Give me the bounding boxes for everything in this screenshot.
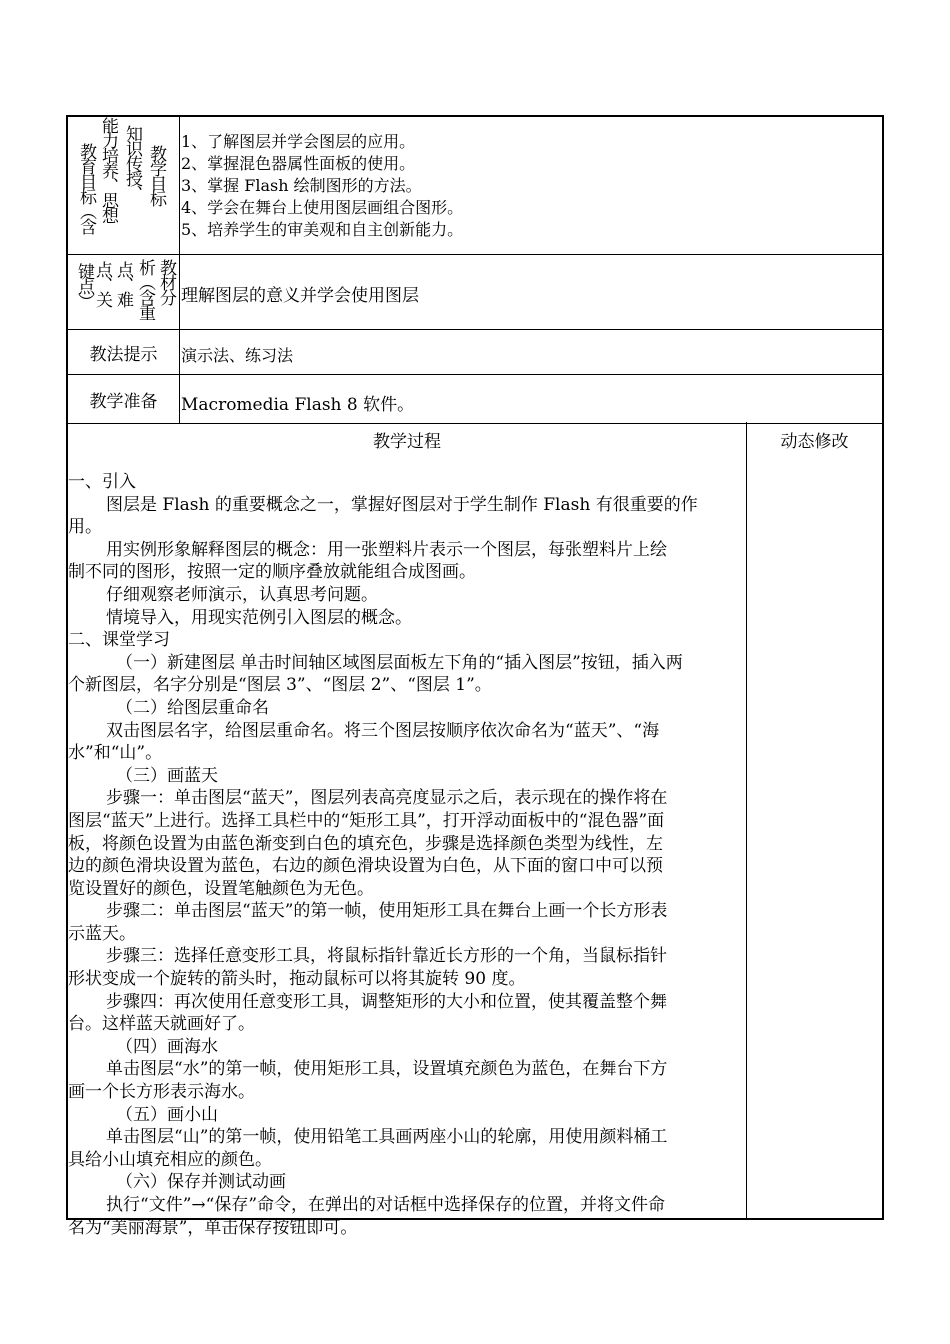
process-line: 用实例形象解释图层的概念：用一张塑料片表示一个图层，每张塑料片上绘 <box>106 539 667 560</box>
prep-label: 教学准备 <box>68 375 180 423</box>
process-line: 步骤二：单击图层“蓝天”的第一帧，使用矩形工具在舞台上画一个长方形表 <box>106 901 668 922</box>
process-line: 用。 <box>68 517 102 538</box>
lesson-plan-table <box>66 115 884 1238</box>
prep-content <box>181 375 882 423</box>
analysis-content <box>181 255 882 329</box>
process-line: （五）画小山 <box>116 1104 218 1125</box>
process-line: （六）保存并测试动画 <box>116 1172 286 1193</box>
process-line: 步骤一：单击图层“蓝天”，图层列表高亮度显示之后，表示现在的操作将在 <box>106 788 668 809</box>
process-line: 执行“文件”→“保存”命令，在弹出的对话框中选择保存的位置，并将文件命 <box>106 1195 666 1215</box>
goal-item: 5、培养学生的审美观和自主创新能力。 <box>181 220 464 239</box>
analysis-text: 理解图层的意义并学会使用图层 <box>181 286 419 306</box>
analysis-label-col-3: 点、难 <box>113 261 133 306</box>
goals-label <box>68 117 180 254</box>
analysis-label-col-2: 点、关 <box>92 261 112 306</box>
goal-item: 3、掌握 Flash 绘制图形的方法。 <box>181 176 422 195</box>
dynamic-edit-title: 动态修改 <box>780 432 849 452</box>
process-line: 情境导入，用现实范例引入图层的概念。 <box>106 607 412 628</box>
process-line: （三）画蓝天 <box>116 765 218 786</box>
process-body <box>68 471 744 1239</box>
process-line: 画一个长方形表示海水。 <box>68 1082 255 1103</box>
goal-item: 1、了解图层并学会图层的应用。 <box>181 132 416 151</box>
process-line: 图层是 Flash 的重要概念之一，掌握好图层对于学生制作 Flash 有很重要的作 <box>106 494 698 515</box>
process-line: （二）给图层重命名 <box>116 697 269 718</box>
process-line: 图层“蓝天”上进行。选择工具栏中的“矩形工具”，打开浮动面板中的“混色器”面 <box>68 810 665 831</box>
process-line: 名为“美丽海景”，单击保存按钮即可。 <box>68 1217 358 1238</box>
goal-item: 4、学会在舞台上使用图层画组合图形。 <box>181 198 464 217</box>
analysis-label <box>68 255 180 329</box>
analysis-label-col-1: 键点） <box>74 263 94 308</box>
analysis-row <box>68 255 882 330</box>
process-line: 单击图层“水”的第一帧，使用矩形工具，设置填充颜色为蓝色，在舞台下方 <box>106 1059 668 1080</box>
process-line: 板，将颜色设置为由蓝色渐变到白色的填充色，步骤是选择颜色类型为线性，左 <box>68 833 663 854</box>
method-content <box>181 330 882 374</box>
process-line: 二、课堂学习 <box>68 630 170 651</box>
prep-text: Macromedia Flash 8 软件。 <box>181 395 415 415</box>
goals-label-col-4: 教学目标 <box>146 145 166 205</box>
process-line: （一）新建图层 单击时间轴区域图层面板左下角的“插入图层”按钮，插入两 <box>116 652 683 673</box>
prep-row <box>68 375 882 424</box>
goals-row <box>68 117 882 255</box>
process-line: 边的颜色滑块设置为蓝色，右边的颜色滑块设置为白色，从下面的窗口中可以预 <box>68 856 663 877</box>
process-line: 台。这样蓝天就画好了。 <box>68 1014 255 1035</box>
process-title: 教学过程 <box>373 432 441 452</box>
method-row <box>68 330 882 375</box>
process-line: 具给小山填充相应的颜色。 <box>68 1149 272 1170</box>
process-line: 水”和“山”。 <box>68 743 163 764</box>
analysis-label-col-4: 析（含重 <box>135 259 155 319</box>
goals-list <box>181 117 882 254</box>
process-line: （四）画海水 <box>116 1036 218 1057</box>
process-line: 形状变成一个旋转的箭头时，拖动鼠标可以将其旋转 90 度。 <box>68 969 526 990</box>
process-line: 示蓝天。 <box>68 923 136 944</box>
dynamic-column-divider <box>746 422 747 1218</box>
process-line: 个新图层，名字分别是“图层 3”、“图层 2”、“图层 1”。 <box>68 675 492 696</box>
process-line: 仔细观察老师演示，认真思考问题。 <box>106 584 378 605</box>
process-line: 单击图层“山”的第一帧，使用铅笔工具画两座小山的轮廓，用使用颜料桶工 <box>106 1127 668 1148</box>
process-line: 步骤三：选择任意变形工具，将鼠标指针靠近长方形的一个角，当鼠标指针 <box>106 946 667 967</box>
goals-label-col-2: 能力培养、思想 <box>98 117 118 222</box>
analysis-label-col-5: 教材分 <box>156 259 176 304</box>
process-line: 览设置好的颜色，设置笔触颜色为无色。 <box>68 878 374 899</box>
goals-label-col-1: 教育目标（含 <box>76 143 96 233</box>
method-label: 教法提示 <box>68 330 180 374</box>
process-line: 步骤四：再次使用任意变形工具，调整矩形的大小和位置，使其覆盖整个舞 <box>106 991 667 1012</box>
method-text: 演示法、练习法 <box>181 346 294 365</box>
process-line: 双击图层名字，给图层重命名。将三个图层按顺序依次命名为“蓝天”、“海 <box>106 720 660 741</box>
process-line: 制不同的图形，按照一定的顺序叠放就能组合成图画。 <box>68 562 476 583</box>
goal-item: 2、掌握混色器属性面板的使用。 <box>181 154 416 173</box>
goals-label-col-3: 知识传授、 <box>122 125 142 200</box>
process-line: 一、引入 <box>68 472 136 492</box>
